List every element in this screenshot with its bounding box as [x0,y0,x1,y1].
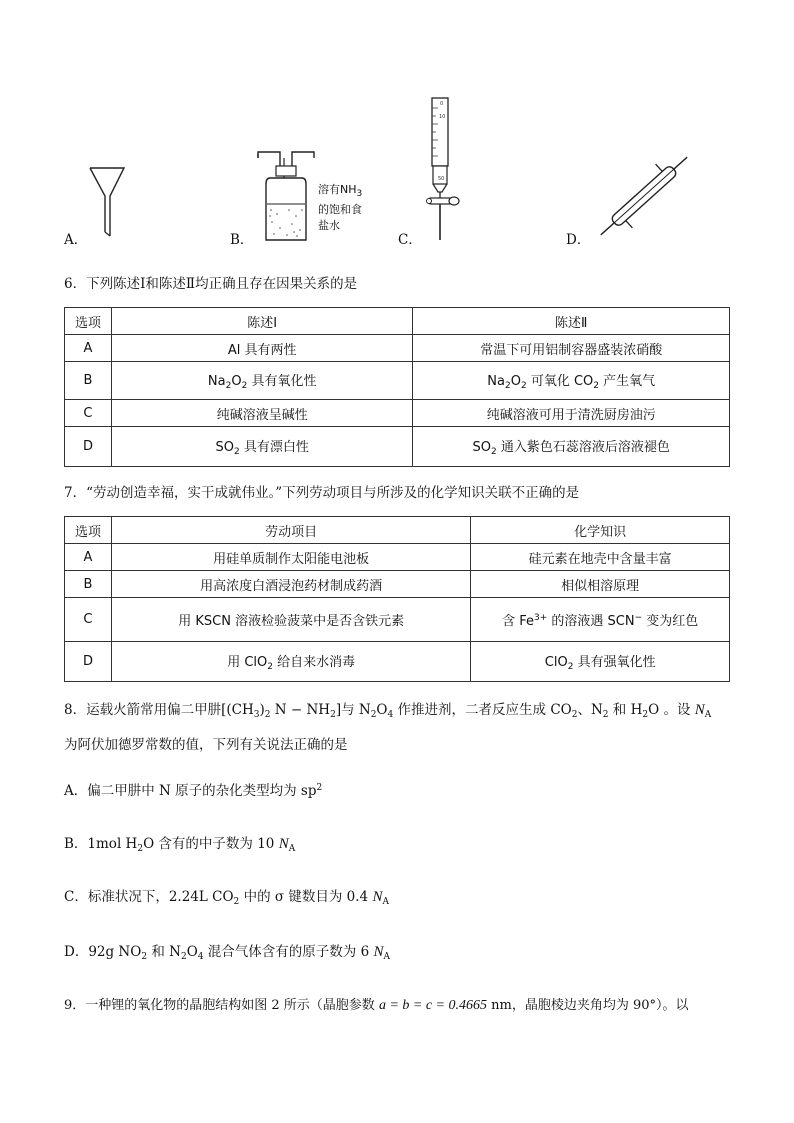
table-row [65,571,730,598]
table-cell: 用 KSCN 溶液检验菠菜中是否含铁元素 [111,598,470,642]
gas-washing-bottle-figure [256,144,316,244]
table-row [65,400,730,427]
table-cell-option: A [65,544,112,571]
table-cell: ClO$_2$ 具有强氧化性 [471,642,730,682]
table-cell: 用高浓度白酒浸泡药材制成药酒 [111,571,470,598]
burette-mark-0: 0 [440,101,444,107]
table-header: 陈述Ⅱ [413,308,730,335]
table-cell: $SO_2$ 具有漂白性 [111,427,413,467]
table-cell: 纯碱溶液可用于清洗厨房油污 [413,400,730,427]
q5-option-d-label: D． [566,232,591,248]
burette-mark-10: 10 [439,114,446,120]
table-row [65,544,730,571]
q7-table [64,516,730,682]
q6-table [64,307,730,467]
condenser-figure [594,148,694,244]
q5-option-c-label: C． [398,232,422,248]
table-cell-option: B [65,362,112,400]
table-cell-option: D [65,427,112,467]
q5-options-row [0,90,794,250]
q9-stem: 9．一种锂的氧化物的晶胞结构如图 2 所示（晶胞参数 a = b = c = 0.4665 nm，晶胞棱边夹角均为 90°）。以 [64,998,689,1013]
annotation-line-3: 盐水 [318,219,340,232]
table-cell: 硅元素在地壳中含量丰富 [471,544,730,571]
table-header: 选项 [65,308,112,335]
table-header: 陈述Ⅰ [111,308,413,335]
table-cell: 含 $Fe^{3+}$ 的溶液遇 SCN− 变为红色 [471,598,730,642]
q8-option-a: A．偏二甲肼中 N 原子的杂化类型均为 $sp^2$ [64,783,323,799]
q8-stem-line-2: 为阿伏加德罗常数的值，下列有关说法正确的是 [64,737,348,753]
table-cell: 纯碱溶液呈碱性 [111,400,413,427]
annotation-line-1: 溶有NH [318,183,357,196]
table-header: 化学知识 [471,517,730,544]
table-row [65,427,730,467]
burette-figure [420,96,464,244]
funnel-figure [88,166,128,238]
table-cell-option: A [65,335,112,362]
table-cell: 用 ClO$_2$ 给自来水消毒 [111,642,470,682]
q7-stem: 7．“劳动创造幸福，实干成就伟业。”下列劳动项目与所涉及的化学知识关联不正确的是 [64,485,580,501]
table-cell: $Na_2O_2$ 可氧化 $CO_2$ 产生氧气 [413,362,730,400]
table-cell: 用硅单质制作太阳能电池板 [111,544,470,571]
q8-option-d: D．92g $NO_2$ 和 $N_2O_4$ 混合气体含有的原子数为 6 $N_A$ [64,944,390,962]
table-header: 选项 [65,517,112,544]
q5-option-a-label: A． [64,232,88,248]
table-cell: 常温下可用铝制容器盛装浓硝酸 [413,335,730,362]
q8-option-b: B．1mol $H_2O$ 含有的中子数为 10 $N_A$ [64,836,296,854]
annotation-sub: 3 [356,189,363,199]
table-cell-option: C [65,598,112,642]
table-cell: Al 具有两性 [111,335,413,362]
table-cell-option: D [65,642,112,682]
q8-option-c: C．标准状况下，2.24L $CO_2$ 中的 σ 键数目为 0.4 $N_A$ [64,889,389,907]
table-row [65,362,730,400]
q6-stem: 6．下列陈述Ⅰ和陈述Ⅱ均正确且存在因果关系的是 [64,276,358,292]
table-row [65,335,730,362]
q5-option-b-label: B． [230,232,254,248]
table-row [65,598,730,642]
table-header: 劳动项目 [111,517,470,544]
table-cell: 相似相溶原理 [471,571,730,598]
table-cell-option: B [65,571,112,598]
table-cell: $SO_2$ 通入紫色石蕊溶液后溶液褪色 [413,427,730,467]
burette-mark-50: 50 [438,176,445,182]
table-cell: $Na_2O_2$ 具有氧化性 [111,362,413,400]
annotation-line-2: 的饱和食 [318,203,362,216]
table-row [65,642,730,682]
table-cell-option: C [65,400,112,427]
q5-b-annotation [318,182,362,234]
q8-stem-line-1: 8．运载火箭常用偏二甲肼[$(CH_3)_2$ $N - NH_2$]与 $N_2O_4$ 作推进剂，二者反应生成 $CO_2$、$N_2$ 和 $H_2O$ 。设 $N_A$ [64,702,712,720]
